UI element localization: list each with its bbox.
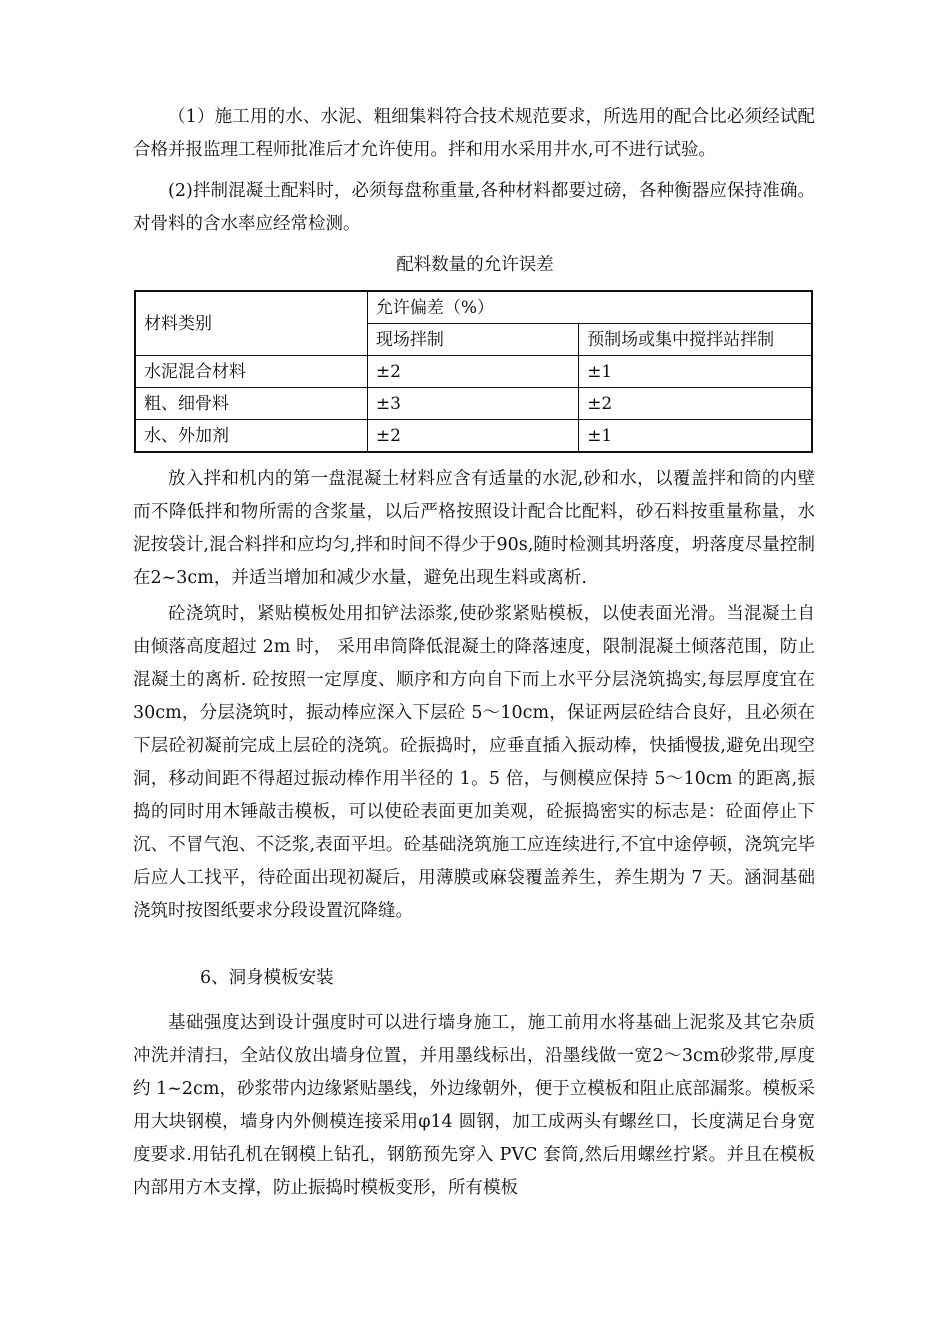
header-material-type: 材料类别	[135, 291, 367, 356]
paragraph-first-batch: 放入拌和机内的第一盘混凝土材料应含有适量的水泥,砂和水，以覆盖拌和筒的内壁而不降低拌和物所需的含浆量，以后严格按照设计配合比配料，砂石料按重量称量，水泥按袋计,混合料拌和应均匀,拌和时间不得少于90s,随时检测其坍落度，坍落度尽量控制在2~3cm，并适当增加和减少水量，避免出现生料或离析.	[133, 469, 815, 588]
table-row	[135, 388, 812, 420]
cell-material: 粗、细骨料	[135, 388, 367, 420]
paragraph-concrete-pouring: 砼浇筑时，紧贴模板处用扣铲法添浆,使砂浆紧贴模板，以使表面光滑。当混凝土自由倾落高度超过 2m 时， 采用串筒降低混凝土的降落速度，限制混凝土倾落范围，防止混凝土的离析. 砼按照一定厚度、顺序和方向自下而上水平分层浇筑捣实,每层厚度宜在30cm，分层浇筑时，振动棒应深入下层砼 5～10cm，保证两层砼结合良好，且必须在下层砼初凝前完成上层砼的浇筑。砼振捣时，应垂直插入振动棒，快插慢拔,避免出现空洞，移动间距不得超过振动棒作用半径的 1。5 倍，与侧模应保持 5～10cm 的距离,振捣的同时用木锤敲击模板，可以使砼表面更加美观，砼振捣密实的标志是：砼面停止下沉、不冒气泡、不泛浆,表面平坦。砼基础浇筑施工应连续进行,不宜中途停顿，浇筑完毕后应人工找平，待砼面出现初凝后，用薄膜或麻袋覆盖养生，养生期为 7 天。涵洞基础浇筑时按图纸要求分段设置沉降缝。	[133, 604, 815, 921]
section-heading: 6、洞身模板安装	[200, 968, 334, 988]
table-caption: 配料数量的允许误差	[396, 255, 554, 275]
cell-site: ±2	[367, 356, 578, 388]
table-header-row	[135, 291, 812, 324]
table-row	[135, 356, 812, 388]
cell-plant: ±2	[579, 388, 812, 420]
cell-plant: ±1	[579, 420, 812, 453]
cell-site: ±2	[367, 420, 578, 453]
paragraph-batching-weighing: (2)拌制混凝土配料时，必须每盘称重量,各种材料都要过磅，各种衡器应保持准确。对骨料的含水率应经常检测。	[133, 181, 815, 234]
paragraph-materials-requirement: （1）施工用的水、水泥、粗细集料符合技术规范要求，所选用的配合比必须经试配合格并报监理工程师批准后才允许使用。拌和用水采用井水,可不进行试验。	[133, 107, 815, 160]
table-row	[135, 420, 812, 453]
header-site-mixing: 现场拌制	[367, 324, 578, 356]
cell-material: 水、外加剂	[135, 420, 367, 453]
cell-material: 水泥混合材料	[135, 356, 367, 388]
paragraph-formwork-installation: 基础强度达到设计强度时可以进行墙身施工，施工前用水将基础上泥浆及其它杂质冲洗并清扫，全站仪放出墙身位置，并用墨线标出，沿墨线做一宽2～3cm砂浆带,厚度约 1~2cm，砂浆带内边缘紧贴墨线，外边缘朝外，便于立模板和阻止底部漏浆。模板采用大块钢模，墙身内外侧模连接采用φ14 圆钢，加工成两头有螺丝口，长度满足台身宽度要求.用钻孔机在钢模上钻孔，钢筋预先穿入 PVC 套筒,然后用螺丝拧紧。并且在模板内部用方木支撑，防止振捣时模板变形，所有模板	[133, 1013, 815, 1198]
tolerance-table	[134, 290, 813, 453]
cell-site: ±3	[367, 388, 578, 420]
header-plant-mixing: 预制场或集中搅拌站拌制	[579, 324, 812, 356]
cell-plant: ±1	[579, 356, 812, 388]
header-tolerance: 允许偏差（%）	[367, 291, 812, 324]
